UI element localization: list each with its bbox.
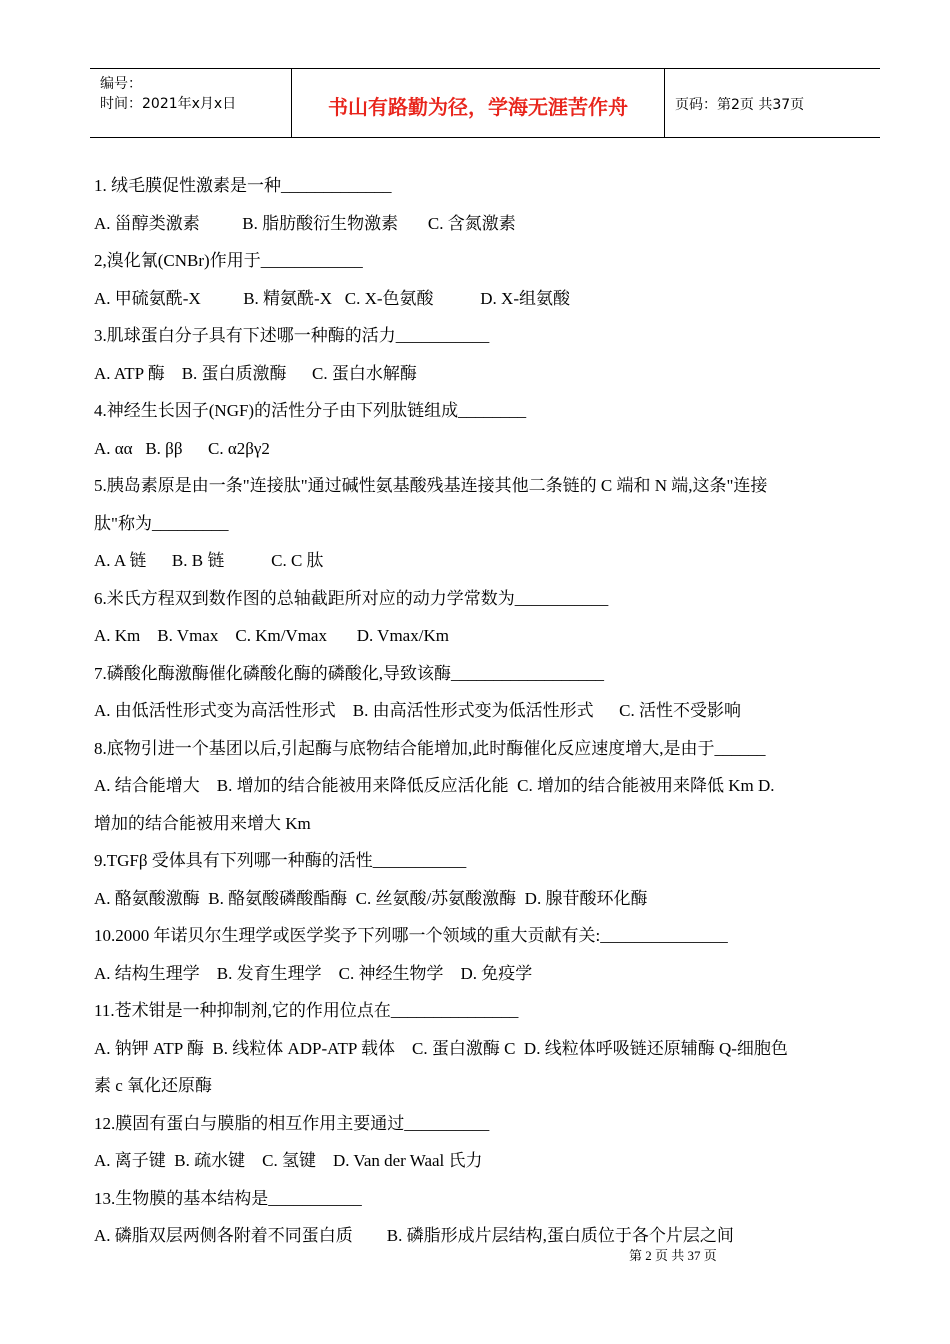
question-line: 2,溴化氰(CNBr)作用于____________ (94, 251, 363, 270)
question-line: A. 磷脂双层两侧各附着不同蛋白质 B. 磷脂形成片层结构,蛋白质位于各个片层之间 (94, 1226, 734, 1245)
question-line: 8.底物引进一个基团以后,引起酶与底物结合能增加,此时酶催化反应速度增大,是由于______ (94, 738, 766, 758)
question-line: 增加的结合能被用来增大 Km (94, 813, 311, 833)
page-footer: 第 2 页 共 37 页 (629, 1248, 717, 1263)
question-line: 肽"称为_________ (94, 513, 229, 533)
document-number-label: 编号： (100, 76, 142, 92)
question-line: 12.膜固有蛋白与膜脂的相互作用主要通过__________ (94, 1113, 490, 1133)
page-header (90, 68, 880, 138)
question-line: 6.米氏方程双到数作图的总轴截距所对应的动力学常数为___________ (94, 588, 609, 608)
question-line: A. 结构生理学 B. 发育生理学 C. 神经生物学 D. 免疫学 (94, 963, 533, 983)
question-line: A. 甾醇类激素 B. 脂肪酸衍生物激素 C. 含氮激素 (94, 213, 516, 233)
question-line: A. 结合能增大 B. 增加的结合能被用来降低反应活化能 C. 增加的结合能被用来降低 Km D. (94, 776, 775, 795)
question-line: 9.TGFβ 受体具有下列哪一种酶的活性___________ (94, 851, 467, 870)
question-line: A. Km B. Vmax C. Km/Vmax D. Vmax/Km (94, 626, 449, 645)
question-line: 10.2000 年诺贝尔生理学或医学奖予下列哪一个领域的重大贡献有关:_______________ (94, 926, 728, 945)
question-line: 7.磷酸化酶激酶催化磷酸化酶的磷酸化,导致该酶__________________ (94, 663, 604, 683)
question-line: A. αα B. ββ C. α2βγ2 (94, 438, 270, 458)
header-info-cell (90, 69, 292, 137)
question-line: 1. 绒毛膜促性激素是一种_____________ (94, 176, 392, 195)
question-line: A. 甲硫氨酰-X B. 精氨酰-X C. X-色氨酸 D. X-组氨酸 (94, 288, 570, 308)
question-line: 11.苍术钳是一种抑制剂,它的作用位点在_______________ (94, 1001, 519, 1020)
question-line: 5.胰岛素原是由一条"连接肽"通过碱性氨基酸残基连接其他二条链的 C 端和 N 端,这条"连接 (94, 476, 768, 495)
document-time-label: 时间：2021年x月x日 (100, 96, 237, 112)
question-line: 13.生物膜的基本结构是___________ (94, 1188, 362, 1208)
question-line: A. ATP 酶 B. 蛋白质激酶 C. 蛋白水解酶 (94, 363, 417, 383)
question-line: 3.肌球蛋白分子具有下述哪一种酶的活力___________ (94, 326, 490, 345)
header-page-code: 页码：第2页 共37页 (675, 97, 805, 113)
question-line: A. 离子键 B. 疏水键 C. 氢键 D. Van der Waal 氏力 (94, 1151, 483, 1170)
header-page-cell (665, 69, 880, 137)
header-motto-cell (292, 69, 665, 137)
question-line: A. 酪氨酸激酶 B. 酪氨酸磷酸酯酶 C. 丝氨酸/苏氨酸激酶 D. 腺苷酸环化酶 (94, 888, 648, 908)
header-motto: 书山有路勤为径，学海无涯苦作舟 (328, 95, 628, 119)
question-line: A. 钠钾 ATP 酶 B. 线粒体 ADP-ATP 载体 C. 蛋白激酶 C D. 线粒体呼吸链还原辅酶 Q-细胞色 (94, 1038, 788, 1058)
question-line: 素 c 氧化还原酶 (94, 1076, 213, 1095)
question-list (94, 167, 884, 1255)
question-line: 4.神经生长因子(NGF)的活性分子由下列肽链组成________ (94, 401, 527, 420)
question-line: A. A 链 B. B 链 C. C 肽 (94, 551, 324, 570)
question-line: A. 由低活性形式变为高活性形式 B. 由高活性形式变为低活性形式 C. 活性不受影响 (94, 701, 741, 720)
